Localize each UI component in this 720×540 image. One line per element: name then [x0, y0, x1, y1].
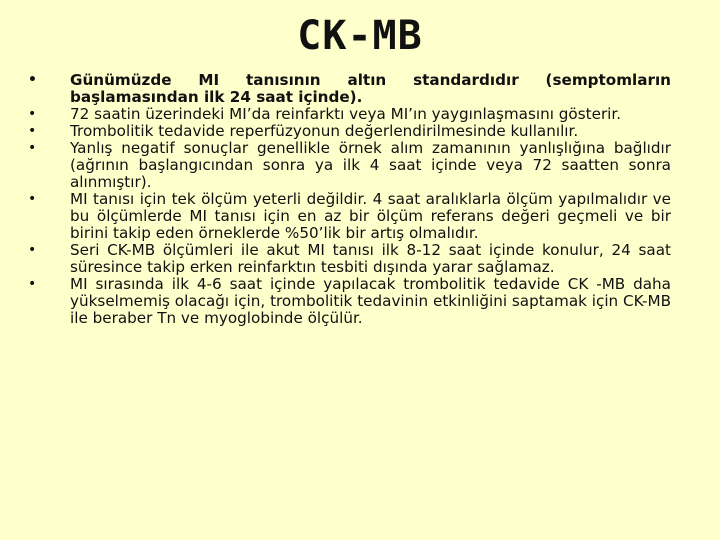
bullet-text: Yanlış negatif sonuçlar genellikle örnek alım zamanının yanlışlığına bağlıdır (ağrının başlangıcından sonra ya ilk 4 saat içinde veya 72 saatten sonra alınmıştır).: [70, 139, 671, 191]
bullet-text: Günümüzde MI tanısının altın standardıdır (semptomların başlamasından ilk 24 saat içinde).: [70, 71, 671, 106]
bullet-text: MI tanısı için tek ölçüm yeterli değildir. 4 saat aralıklarla ölçüm yapılmalıdır ve bu ölçümlerde MI tanısı için en az bir ölçüm referans değeri geçmeli ve bir birini takip eden örneklerde %50’lik bir artış olmalıdır.: [70, 190, 671, 242]
bullet-item: [28, 123, 671, 140]
bullet-marker: •: [28, 123, 37, 139]
bullet-text: Seri CK-MB ölçümleri ile akut MI tanısı ilk 8-12 saat içinde konulur, 24 saat süresince takip erken reinfarktın tesbiti dışında yarar sağlamaz.: [70, 241, 671, 276]
bullet-list: [28, 72, 671, 327]
bullet-marker: •: [28, 276, 37, 292]
bullet-marker: •: [28, 106, 37, 122]
bullet-item: [28, 242, 671, 276]
bullet-item: [28, 191, 671, 242]
bullet-marker: •: [28, 242, 37, 258]
bullet-text: Trombolitik tedavide reperfüzyonun değerlendirilmesinde kullanılır.: [70, 122, 579, 140]
bullet-item: [28, 72, 671, 106]
bullet-text: 72 saatin üzerindeki MI’da reinfarktı veya MI’ın yaygınlaşmasını gösterir.: [70, 105, 622, 123]
bullet-item: [28, 276, 671, 327]
bullet-marker: •: [28, 140, 37, 156]
bullet-marker: •: [28, 191, 37, 207]
slide-title: CK-MB: [297, 13, 423, 59]
bullet-item: [28, 140, 671, 191]
bullet-item: [28, 106, 671, 123]
bullet-marker: •: [28, 72, 37, 88]
bullet-text: MI sırasında ilk 4-6 saat içinde yapılacak trombolitik tedavide CK -MB daha yükselmemiş olacağı için, trombolitik tedavinin etkinliğini saptamak için CK-MB ile beraber Tn ve myoglobinde ölçülür.: [70, 275, 671, 327]
